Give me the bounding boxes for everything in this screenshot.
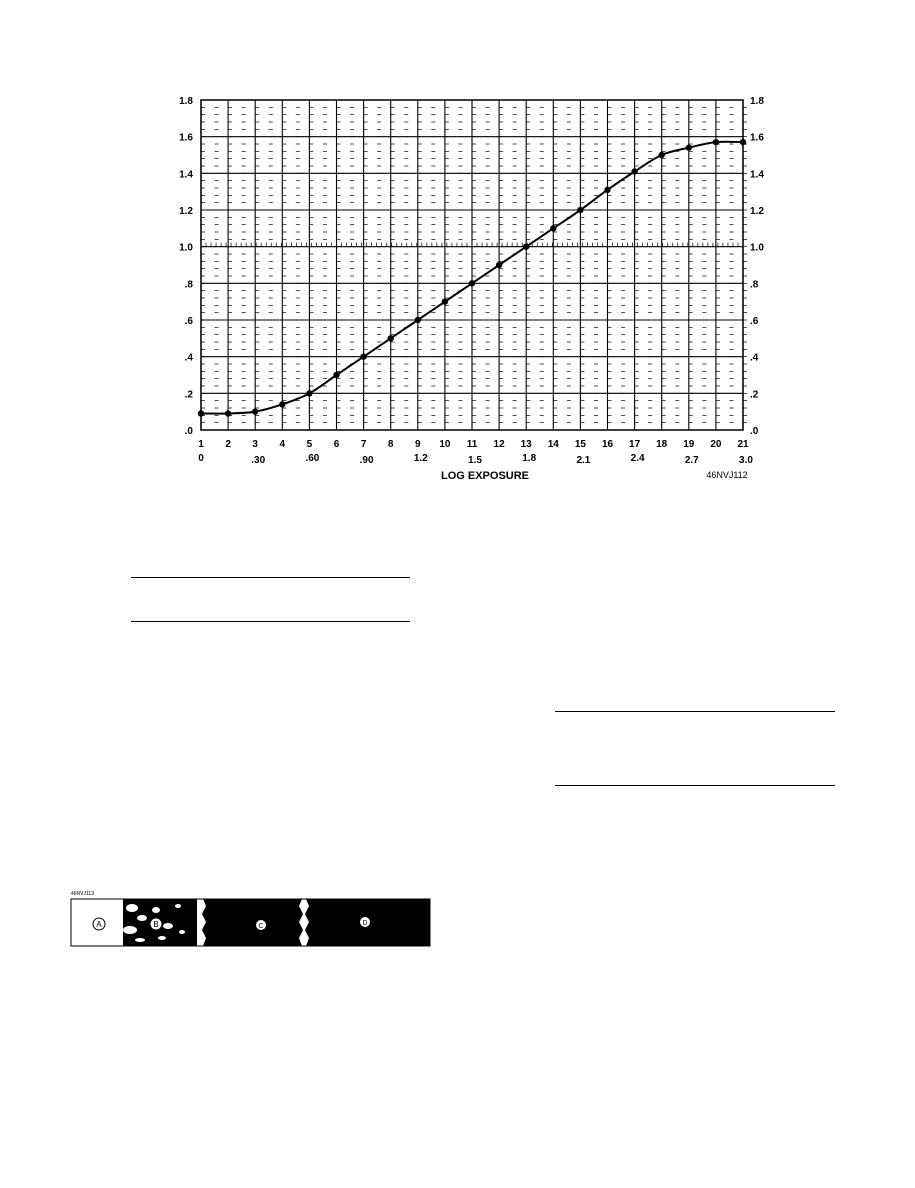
characteristic-curve-chart: [0, 0, 915, 500]
x-step-label: 20: [710, 439, 722, 450]
data-point: [686, 144, 692, 150]
grid-lines: [201, 100, 743, 430]
x-log-exposure-label: 0: [198, 453, 204, 464]
x-step-label: 3: [252, 439, 258, 450]
data-point: [713, 139, 719, 145]
x-log-exposure-label: 1.8: [522, 453, 537, 464]
x-log-exposure-label: .60: [305, 453, 320, 464]
y-tick-label-right: .0: [750, 426, 759, 437]
data-point: [252, 408, 258, 414]
y-tick-label-left: .2: [184, 389, 193, 401]
blank-rule-1: [131, 577, 410, 578]
zone-d-label: D: [362, 920, 368, 927]
x-step-label: 11: [466, 439, 478, 450]
x-step-label: 21: [737, 439, 749, 450]
y-tick-label-left: 1.8: [179, 96, 193, 107]
blank-rule-2: [131, 621, 410, 622]
y-tick-label-left: 1.2: [179, 206, 193, 217]
data-point: [279, 401, 285, 407]
y-tick-label-right: .8: [750, 279, 759, 291]
data-point: [469, 280, 475, 286]
x-log-exposure-label: .90: [359, 455, 374, 466]
y-tick-label-left: 1.6: [179, 132, 193, 144]
zone-b-label: B: [153, 920, 159, 929]
x-step-label: 9: [415, 439, 421, 450]
x-step-label: 4: [279, 439, 286, 450]
data-point: [550, 225, 556, 231]
data-point: [604, 187, 610, 193]
data-point: [631, 168, 637, 174]
data-point: [415, 317, 421, 323]
x-axis-title: LOG EXPOSURE: [440, 470, 530, 482]
x-step-label: 18: [656, 439, 668, 450]
y-tick-label-left: .6: [184, 316, 193, 327]
data-point: [333, 372, 339, 378]
x-step-label: 12: [493, 439, 505, 450]
zone-c-label: C: [258, 923, 264, 930]
y-tick-label-right: 1.8: [750, 96, 764, 107]
data-point: [659, 152, 665, 158]
y-tick-label-right: 1.0: [750, 242, 764, 254]
x-step-label: 2: [225, 439, 231, 450]
y-tick-label-right: .6: [750, 316, 759, 327]
x-step-label: 14: [547, 439, 559, 450]
data-point: [225, 410, 231, 416]
x-step-label: 16: [601, 439, 614, 450]
y-tick-label-right: .4: [750, 352, 759, 364]
data-point: [198, 410, 204, 416]
x-step-label: 5: [306, 439, 313, 450]
strip-caption: 46NVJ113: [71, 891, 94, 897]
blank-rule-4: [555, 785, 835, 786]
data-point: [360, 353, 366, 359]
y-tick-label-left: 1.4: [179, 169, 193, 181]
x-step-label: 13: [520, 439, 532, 450]
y-tick-label-left: 1.0: [179, 242, 193, 254]
data-point: [740, 139, 746, 145]
y-tick-label-left: .0: [184, 426, 193, 437]
x-step-label: 10: [439, 439, 451, 450]
x-log-exposure-label: .30: [251, 455, 266, 466]
x-log-exposure-label: 1.5: [468, 455, 482, 466]
x-step-label: 19: [683, 439, 695, 450]
data-point: [388, 335, 394, 341]
x-step-label: 6: [333, 439, 340, 450]
y-tick-label-right: 1.2: [750, 206, 764, 217]
x-axis-log-exposure-labels: [198, 453, 753, 466]
x-log-exposure-label: 3.0: [739, 455, 753, 466]
x-step-label: 15: [574, 439, 586, 450]
data-point: [496, 262, 502, 268]
x-log-exposure-label: 2.4: [630, 453, 645, 464]
x-log-exposure-label: 2.7: [684, 455, 699, 466]
blank-rule-3: [555, 711, 835, 712]
data-point: [306, 390, 312, 396]
x-step-label: 7: [360, 439, 367, 450]
data-point: [442, 298, 448, 304]
data-point: [523, 243, 529, 249]
x-axis-step-labels: [198, 439, 749, 450]
y-tick-label-right: 1.4: [750, 169, 764, 181]
data-point: [577, 207, 583, 213]
x-log-exposure-label: 2.1: [576, 455, 591, 466]
y-tick-label-right: .2: [750, 389, 759, 401]
x-step-label: 17: [629, 439, 641, 450]
zone-a-label: A: [96, 920, 102, 929]
x-log-exposure-label: 1.2: [413, 453, 428, 464]
y-axis-left-labels: [179, 96, 193, 437]
zone-c-dark-area: [202, 899, 303, 946]
density-strip-figure: [70, 888, 432, 950]
x-step-label: 8: [387, 439, 394, 450]
y-axis-right-labels: [750, 96, 764, 437]
y-tick-label-right: 1.6: [750, 132, 764, 144]
y-tick-label-left: .8: [184, 279, 193, 291]
x-step-label: 1: [198, 439, 204, 450]
figure-id: 46NVJ112: [706, 470, 748, 480]
y-tick-label-left: .4: [184, 352, 193, 364]
